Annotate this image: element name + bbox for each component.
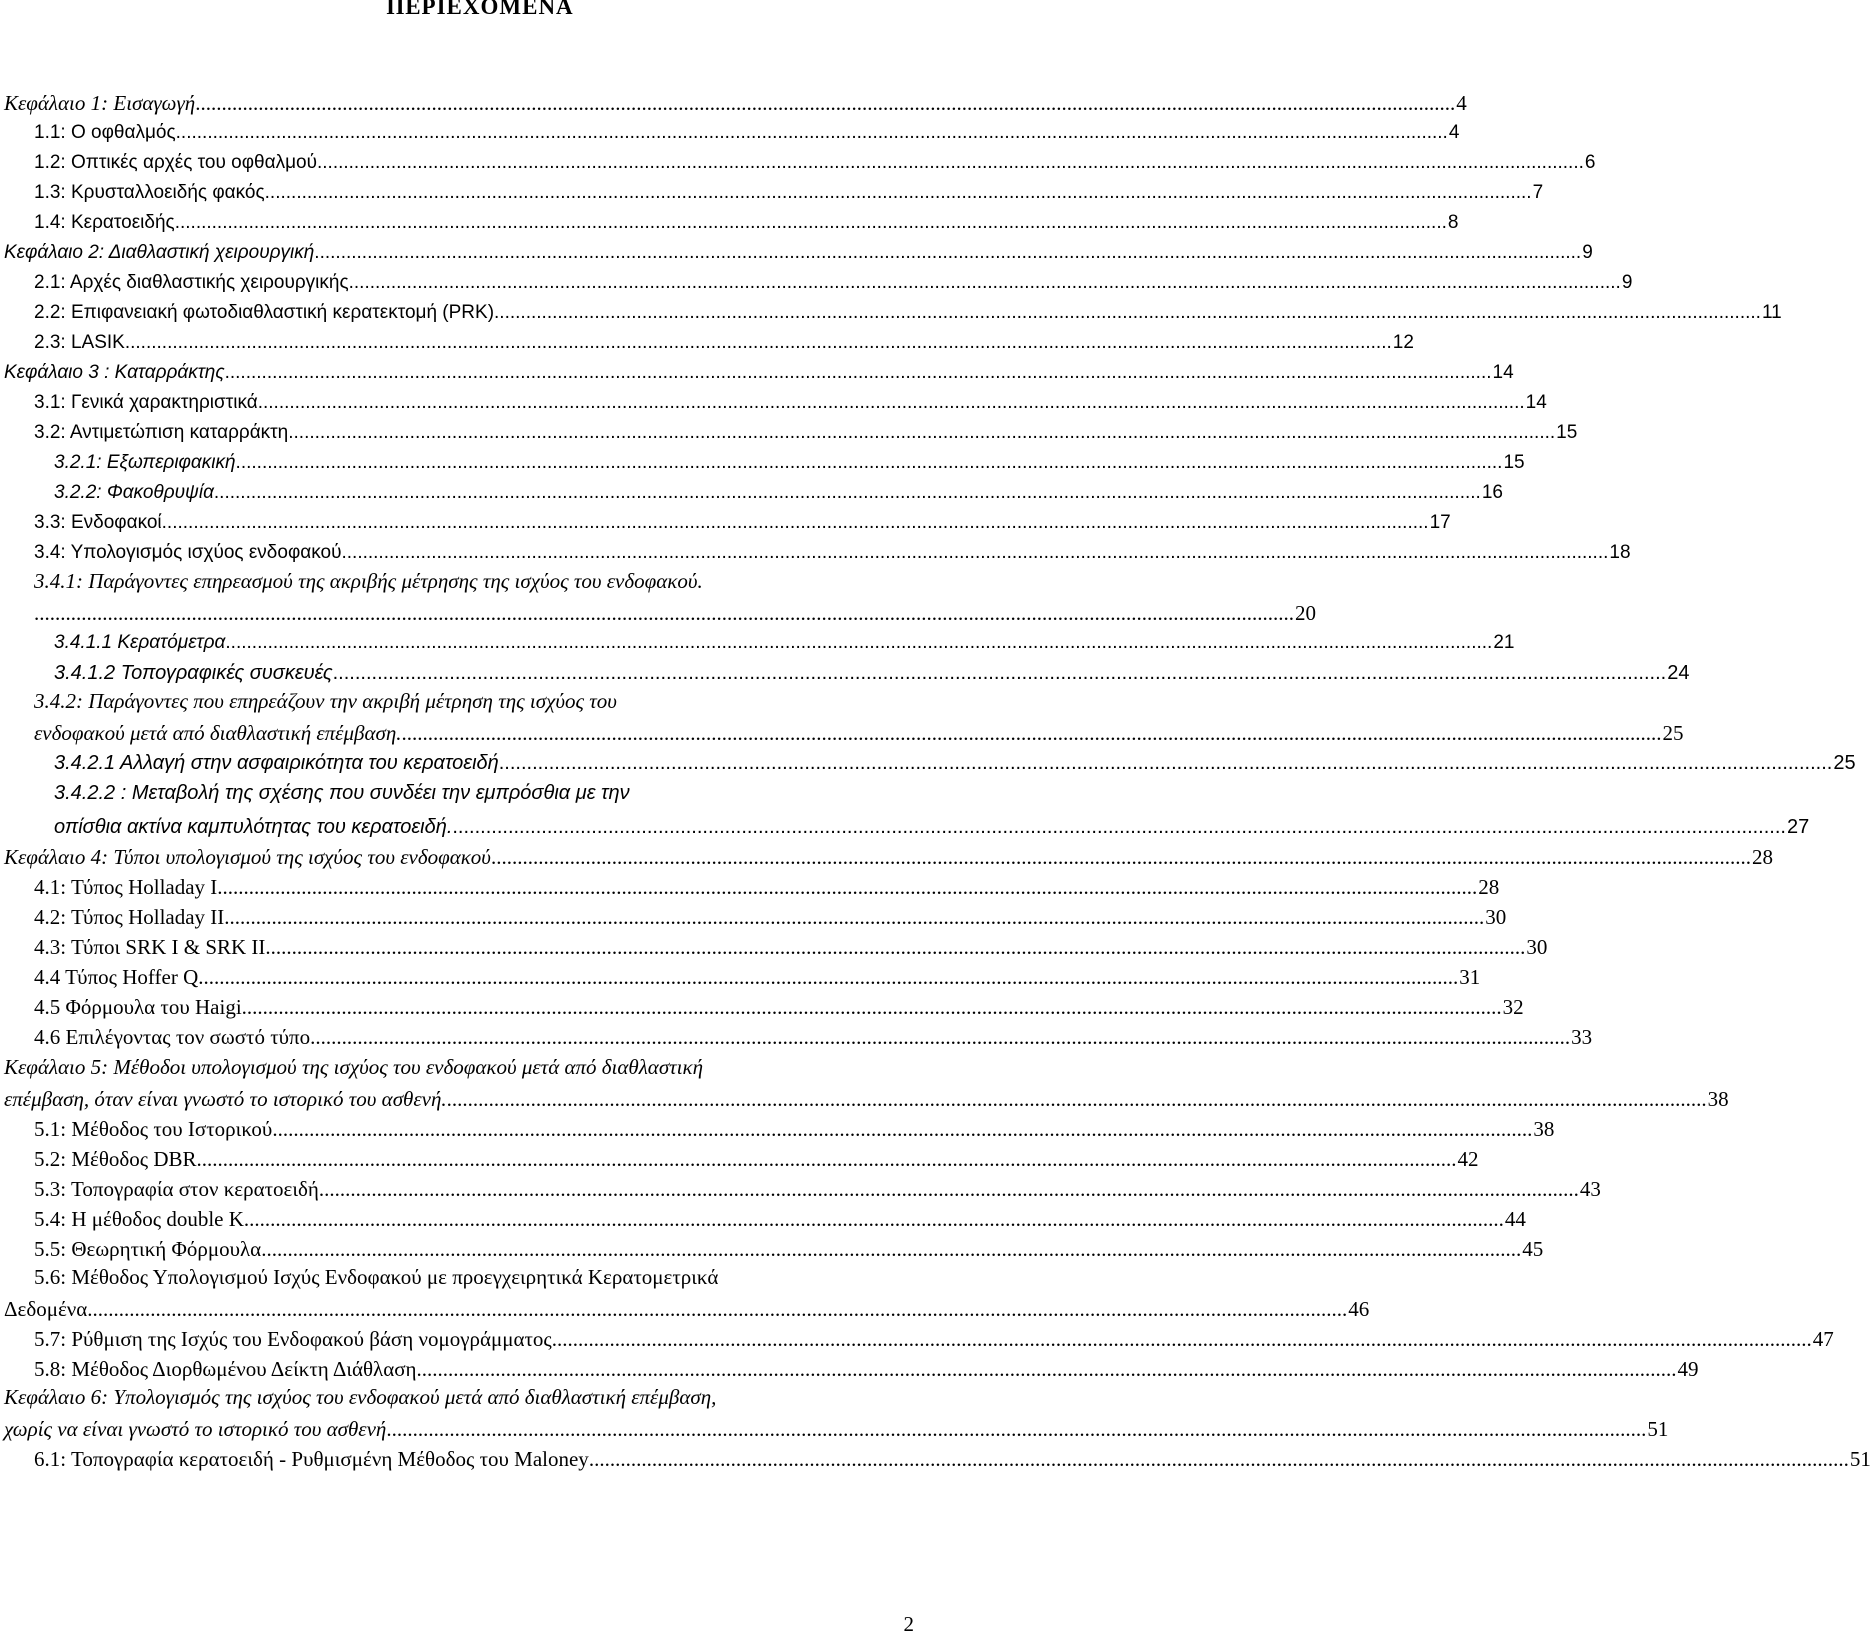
toc-entry-3-4-2-2[interactable]: οπίσθια ακτίνα καμπυλότητας του κερατοειδή. ..... 27 (54, 810, 914, 840)
toc-entry-3-4-1-2[interactable]: 3.4.1.2 Τοπογραφικές συσκευές ..... 24 (54, 656, 914, 686)
toc-entry-6-1[interactable]: 6.1: Τοπογραφία κερατοειδή - Ρυθμισμένη Μέθοδος του Maloney ..... 51 (34, 1442, 914, 1472)
toc-entry-3-3[interactable]: 3.3: Ενδοφακοί ..... 17 (34, 506, 914, 536)
toc-entry-3-4-1[interactable]: ..... 20 (34, 596, 914, 626)
toc-entry-3-2-1[interactable]: 3.2.1: Εξωπεριφακική ..... 15 (54, 446, 914, 476)
toc-entry-3-2-2[interactable]: 3.2.2: Φακοθρυψία ..... 16 (54, 476, 914, 506)
toc-entry-3-2[interactable]: 3.2: Αντιμετώπιση καταρράκτη ..... 15 (34, 416, 914, 446)
toc-entry-4-2[interactable]: 4.2: Τύπος Holladay II ..... 30 (34, 900, 914, 930)
page-number: 2 (903, 1612, 914, 1636)
toc-entry-3-4-1-text[interactable]: 3.4.1: Παράγοντες επηρεασμού της ακριβής μέτρησης της ισχύος του ενδοφακού. (34, 569, 703, 593)
toc-entry-5-6[interactable]: Δεδομένα ..... 46 (4, 1292, 914, 1322)
toc-entry-5-2[interactable]: 5.2: Μέθοδος DBR ..... 42 (34, 1142, 914, 1172)
toc-entry-1-4[interactable]: 1.4: Κερατοειδής. ..... 8 (34, 206, 914, 236)
toc-entry-3-4-2-line1[interactable]: 3.4.2: Παράγοντες που επηρεάζουν την ακριβή μέτρηση της ισχύος του (34, 689, 617, 713)
toc-entry-5-3[interactable]: 5.3: Τοπογραφία στον κερατοειδή ..... 43 (34, 1172, 914, 1202)
toc-entry-4-6[interactable]: 4.6 Επιλέγοντας τον σωστό τύπο ..... 33 (34, 1020, 914, 1050)
toc-entry-2-3[interactable]: 2.3: LASIK ..... 12 (34, 326, 914, 356)
toc-entry-chapter-6[interactable]: χωρίς να είναι γνωστό το ιστορικό του ασθενή ..... 51 (4, 1412, 914, 1442)
toc-entry-3-4-1-1[interactable]: 3.4.1.1 Κερατόμετρα ..... 21 (54, 626, 914, 656)
toc-entry-2-2[interactable]: 2.2: Επιφανειακή φωτοδιαθλαστική κερατεκτομή (PRK) ..... 11 (34, 296, 914, 326)
toc-entry-5-6-line1[interactable]: 5.6: Μέθοδος Υπολογισμού Ισχύς Ενδοφακού με προεγχειρητικά Κερατομετρικά (34, 1265, 719, 1289)
toc-entry-chapter-4[interactable]: Κεφάλαιο 4: Τύποι υπολογισμού της ισχύος του ενδοφακού ..... 28 (4, 840, 914, 870)
toc-entry-chapter-3[interactable]: Κεφάλαιο 3 : Καταρράκτης ..... 14 (4, 356, 914, 386)
toc-entry-3-4-2-2-line1[interactable]: 3.4.2.2 : Μεταβολή της σχέσης που συνδέει την εμπρόσθια με την (54, 782, 630, 804)
toc-entry-4-5[interactable]: 4.5 Φόρμουλα του Haigi ..... 32 (34, 990, 914, 1020)
toc-entry-chapter-5[interactable]: επέμβαση, όταν είναι γνωστό το ιστορικό του ασθενή. ..... 38 (4, 1082, 914, 1112)
page-title: ΠΕΡΙΕΧΟΜΕΝΑ (386, 0, 574, 19)
toc-entry-3-4-2[interactable]: ενδοφακού μετά από διαθλαστική επέμβαση. ..... 25 (34, 716, 914, 746)
toc-entry-4-3[interactable]: 4.3: Τύποι SRK I & SRK II ..... 30 (34, 930, 914, 960)
toc-entry-5-4[interactable]: 5.4: Η μέθοδος double K ..... 44 (34, 1202, 914, 1232)
toc-entry-2-1[interactable]: 2.1: Αρχές διαθλαστικής χειρουργικής. ..... 9 (34, 266, 914, 296)
toc-entry-5-8[interactable]: 5.8: Μέθοδος Διορθωμένου Δείκτη Διάθλαση ..... 49 (34, 1352, 914, 1382)
toc-entry-5-7[interactable]: 5.7: Ρύθμιση της Ισχύς του Ενδοφακού βάση νομογράμματος ..... 47 (34, 1322, 914, 1352)
toc-entry-1-1[interactable]: 1.1: Ο οφθαλμός. ..... 4 (34, 116, 914, 146)
toc-entry-5-1[interactable]: 5.1: Μέθοδος του Ιστορικού ..... 38 (34, 1112, 914, 1142)
toc-entry-chapter-2[interactable]: Κεφάλαιο 2: Διαθλαστική χειρουργική ..... 9 (4, 236, 914, 266)
toc-entry-3-4-2-1[interactable]: 3.4.2.1 Αλλαγή στην ασφαιρικότητα του κερατοειδή ..... 25 (54, 746, 914, 776)
toc-entry-3-1[interactable]: 3.1: Γενικά χαρακτηριστικά ..... 14 (34, 386, 914, 416)
toc-entry-3-4[interactable]: 3.4: Υπολογισμός ισχύος ενδοφακού ..... 18 (34, 536, 914, 566)
toc-entry-1-2[interactable]: 1.2: Οπτικές αρχές του οφθαλμού ..... 6 (34, 146, 914, 176)
toc-entry-4-1[interactable]: 4.1: Τύπος Holladay I ..... 28 (34, 870, 914, 900)
toc-entry-chapter-1[interactable]: Κεφάλαιο 1: Εισαγωγή ..... 4 (4, 86, 914, 116)
toc-entry-4-4[interactable]: 4.4 Τύπος Hoffer Q ..... 31 (34, 960, 914, 990)
toc-entry-5-5[interactable]: 5.5: Θεωρητική Φόρμουλα ..... 45 (34, 1232, 914, 1262)
toc-entry-1-3[interactable]: 1.3: Κρυσταλλοειδής φακός ..... 7 (34, 176, 914, 206)
toc-entry-chapter-5-line1[interactable]: Κεφάλαιο 5: Μέθοδοι υπολογισμού της ισχύος του ενδοφακού μετά από διαθλαστική (4, 1055, 704, 1079)
toc-entry-chapter-6-line1[interactable]: Κεφάλαιο 6: Υπολογισμός της ισχύος του ενδοφακού μετά από διαθλαστική επέμβαση, (4, 1385, 717, 1409)
